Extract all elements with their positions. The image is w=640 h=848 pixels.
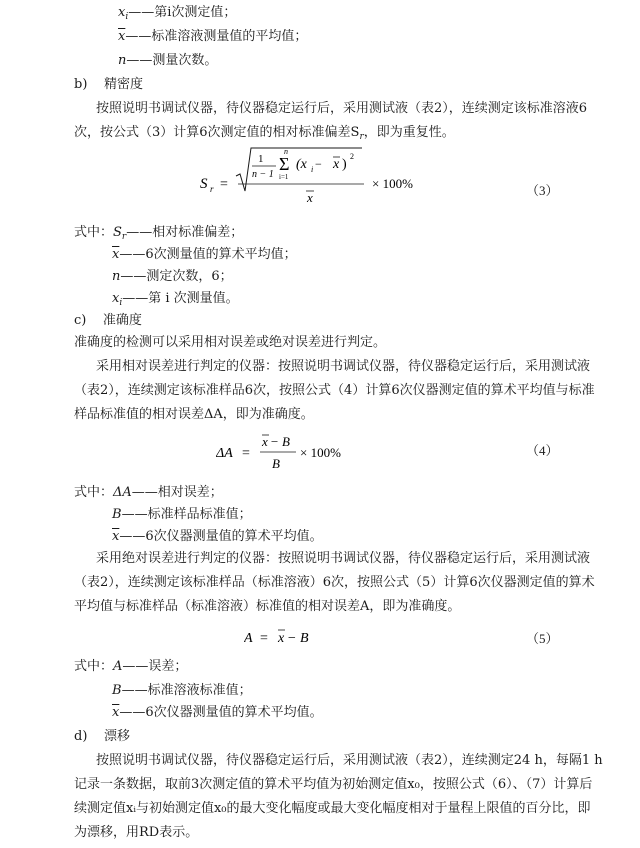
eq5-equals: =: [260, 631, 268, 646]
def-symbol: $\overline{x}$: [112, 529, 120, 544]
eq3-den: x: [307, 190, 313, 205]
para-c3-line1: 采用绝对误差进行判定的仪器：按照说明书调试仪器，待仪器稳定运行后，采用测试液: [96, 551, 591, 566]
para-c3-line3: 平均值与标准样品（标准溶液）标准值的相对误差A，即为准确度。: [74, 599, 461, 614]
def-symbol: x: [112, 291, 120, 306]
para-d-line3: 续测定值xᵢ与初始测定值x₀的最大变化幅度或最大变化幅度相对于量程上限值的百分比，即: [74, 801, 591, 816]
para-b-line1: 按照说明书调试仪器，待仪器稳定运行后，采用测试液（表2），连续测定该标准溶液6: [96, 101, 588, 116]
eq3-body: (x: [296, 157, 307, 172]
def-symbol: B: [112, 683, 122, 698]
def-xbar-c2: [112, 704, 323, 722]
def-text: ——6次仪器测量值的算术平均值。: [119, 705, 323, 720]
def-symbol: n: [112, 269, 121, 284]
section-c-heading: [74, 312, 142, 330]
def-text: ——误差；: [122, 659, 188, 674]
eq3-frac-bot: n − 1: [252, 169, 274, 180]
def-symbol: ΔA: [113, 485, 132, 500]
eq5-rest: − B: [287, 631, 309, 646]
eq4-times: × 100%: [300, 445, 341, 460]
eq3-close: ): [342, 157, 347, 172]
def-text: ——6次仪器测量值的算术平均值。: [119, 529, 323, 544]
section-title: 漂移: [103, 729, 130, 744]
def-symbol: $\overline{x}$: [112, 247, 120, 262]
def-sr: [74, 224, 243, 246]
def-text: ——6次测量值的算术平均值；: [119, 247, 297, 262]
section-b-heading: [74, 76, 143, 94]
para-c2-line1: 采用相对误差进行判定的仪器：按照说明书调试仪器，待仪器稳定运行后，采用测试液: [96, 359, 591, 374]
section-title: 准确度: [102, 313, 142, 328]
def-symbol: B: [112, 507, 122, 522]
section-d-heading: [74, 728, 130, 746]
def-xbar: [118, 28, 307, 46]
eq5-number: （5）: [526, 631, 559, 646]
def-subscript: i: [125, 12, 129, 22]
def-xi: [118, 4, 236, 26]
para-c1: 准确度的检测可以采用相对误差或绝对误差进行判定。: [74, 335, 387, 350]
section-label: c): [74, 313, 87, 328]
eq4-num-x: x: [262, 434, 268, 449]
equation-5: [244, 622, 344, 650]
eq3-square: 2: [350, 152, 354, 161]
def-symbol: A: [113, 659, 123, 674]
def-symbol: n: [118, 53, 127, 68]
eq3-sum-bot: i=1: [279, 173, 289, 181]
def-text: ——测定次数，6；: [120, 269, 233, 284]
eq4-equals: =: [242, 446, 250, 461]
equation-3: [200, 146, 450, 210]
para-text: ，即为重复性。: [363, 125, 455, 140]
def-prefix: 式中：: [74, 485, 114, 500]
para-b-line2: 次，按公式（3）计算6次测定值的相对标准偏差$S_r$，即为重复性。: [74, 125, 455, 142]
def-text: ——标准溶液测量值的平均值；: [125, 29, 308, 44]
section-label: b): [74, 77, 88, 92]
def-b-c1: [112, 506, 252, 524]
def-n: [118, 52, 217, 70]
def-b-c2: [112, 682, 252, 700]
def-text: ——测量次数。: [126, 53, 218, 68]
def-symbol: x: [118, 5, 126, 20]
eq4-lhs: ΔA: [216, 446, 233, 461]
def-xi-b: [112, 290, 239, 312]
def-prefix: 式中：: [74, 225, 114, 240]
eq3-times: × 100%: [372, 176, 413, 191]
def-a: [74, 658, 187, 676]
eq5-x: x: [278, 631, 285, 646]
eq3-lhs-sub: r: [210, 184, 214, 194]
def-xbar-b: [112, 246, 297, 264]
section-title: 精密度: [103, 77, 143, 92]
eq3-xbar: x: [333, 157, 340, 172]
def-n-b: [112, 268, 233, 286]
eq3-number: （3）: [526, 183, 559, 198]
para-text: 次，按公式（3）计算6次测定值的相对标准偏差S: [74, 125, 360, 140]
def-subscript: r: [121, 232, 127, 242]
eq3-sum-top: n: [284, 147, 288, 156]
def-text: ——相对标准偏差；: [126, 225, 244, 240]
eq3-frac-top: 1: [258, 153, 264, 165]
def-symbol: $\overline{x}$: [118, 29, 126, 44]
def-text: ——标准溶液标准值；: [121, 683, 252, 698]
para-d-line2: 记录一条数据，取前3次测定值的算术平均值为初始测定值x₀，按照公式（6）、（7）计算后: [74, 777, 593, 792]
para-c2-line3: 样品标准值的相对误差ΔA，即为准确度。: [74, 407, 314, 422]
section-label: d): [74, 729, 88, 744]
para-c2-line2: （表2），连续测定该标准样品6次，按照公式（4）计算6次仪器测定值的算术平均值与标准: [74, 383, 595, 398]
def-symbol: S: [113, 225, 122, 240]
def-text: ——第i次测定值；: [128, 5, 237, 20]
def-text: ——第 i 次测量值。: [122, 291, 239, 306]
eq3-body-sub: i: [311, 165, 314, 174]
def-subscript: i: [119, 298, 123, 308]
def-delta-a: [74, 484, 223, 502]
para-c3-line2: （表2），连续测定该标准样品（标准溶液）6次，按照公式（5）计算6次仪器测定值的算术: [74, 575, 595, 590]
def-text: ——标准样品标准值；: [121, 507, 252, 522]
eq4-den: B: [272, 456, 280, 471]
eq3-minus: −: [315, 157, 322, 171]
eq4-num-rest: − B: [270, 434, 290, 449]
eq4-number: （4）: [526, 443, 559, 458]
eq3-lhs: S: [200, 176, 208, 192]
def-prefix: 式中：: [74, 659, 114, 674]
def-symbol: $\overline{x}$: [112, 705, 120, 720]
eq3-equals: =: [220, 177, 228, 192]
def-xbar-c1: [112, 528, 323, 546]
para-d-line4: 为漂移，用RD表示。: [74, 825, 199, 840]
para-d-line1: 按照说明书调试仪器，待仪器稳定运行后，采用测试液（表2），连续测定24 h，每隔1 h: [96, 753, 603, 768]
equation-4: [216, 432, 366, 476]
eq5-lhs: A: [244, 631, 253, 646]
eq3-sigma: Σ: [279, 154, 290, 174]
def-text: ——相对误差；: [131, 485, 223, 500]
